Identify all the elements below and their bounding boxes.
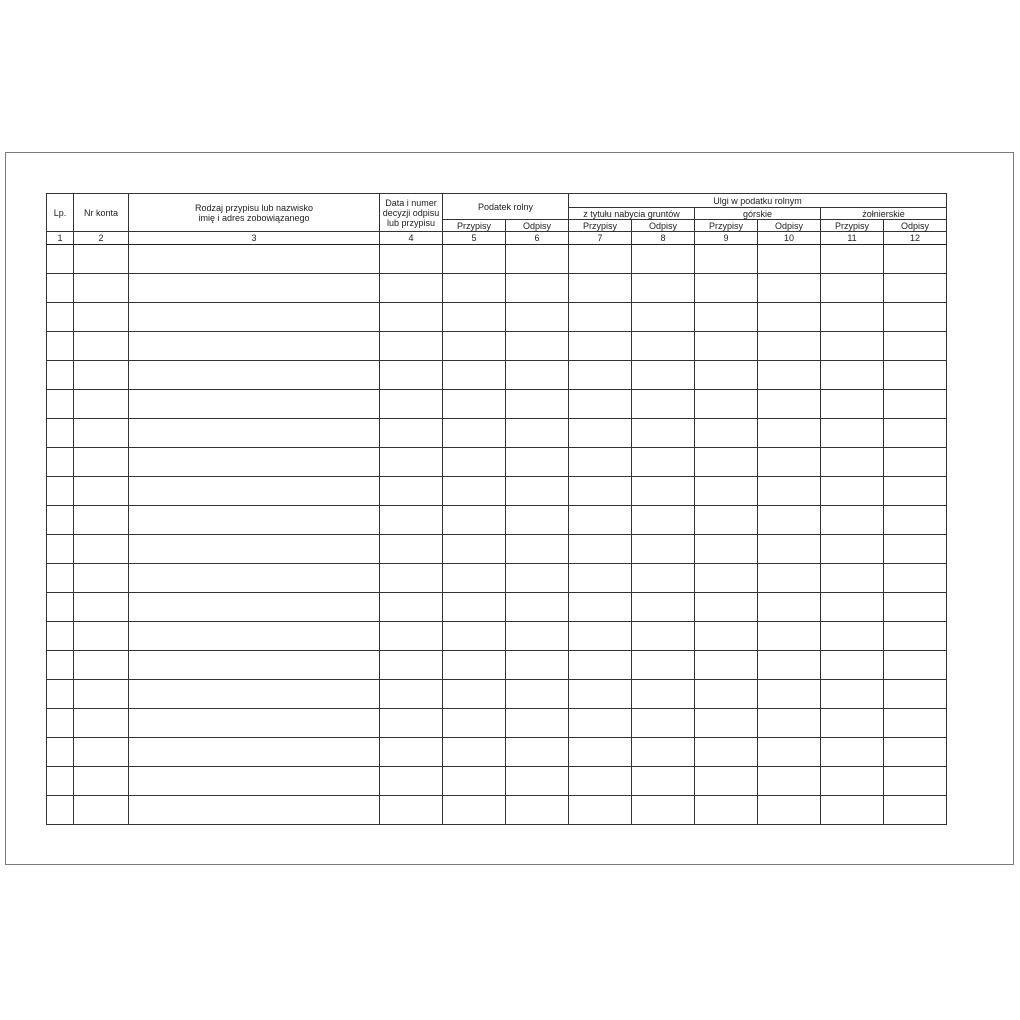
- table-cell[interactable]: [506, 564, 569, 593]
- table-cell[interactable]: [129, 274, 380, 303]
- table-cell[interactable]: [758, 680, 821, 709]
- table-cell[interactable]: [884, 796, 947, 825]
- header-data-decyzji: [380, 194, 443, 232]
- table-cell[interactable]: [506, 448, 569, 477]
- table-row: [47, 651, 947, 680]
- table-cell[interactable]: [884, 332, 947, 361]
- table-cell[interactable]: [695, 767, 758, 796]
- table-cell[interactable]: [884, 448, 947, 477]
- table-cell[interactable]: [758, 361, 821, 390]
- column-number: 2: [74, 232, 129, 245]
- table-cell[interactable]: [380, 245, 443, 274]
- table-cell[interactable]: [569, 274, 632, 303]
- table-cell[interactable]: [569, 564, 632, 593]
- table-cell[interactable]: [443, 651, 506, 680]
- table-cell[interactable]: [129, 245, 380, 274]
- table-row: [47, 245, 947, 274]
- table-cell[interactable]: [506, 680, 569, 709]
- table-cell[interactable]: [506, 245, 569, 274]
- table-cell[interactable]: [884, 419, 947, 448]
- table-cell[interactable]: [74, 245, 129, 274]
- header-odpisy: Odpisy: [632, 220, 695, 232]
- table-cell[interactable]: [129, 361, 380, 390]
- table-cell[interactable]: [758, 767, 821, 796]
- table-cell[interactable]: [569, 709, 632, 738]
- table-cell[interactable]: [47, 535, 74, 564]
- table-cell[interactable]: [632, 419, 695, 448]
- header-nr-konta: Nr konta: [74, 194, 129, 232]
- table-cell[interactable]: [695, 709, 758, 738]
- table-row: [47, 419, 947, 448]
- table-cell[interactable]: [380, 651, 443, 680]
- table-cell[interactable]: [47, 303, 74, 332]
- table-cell[interactable]: [506, 535, 569, 564]
- table-cell[interactable]: [47, 622, 74, 651]
- table-cell[interactable]: [506, 477, 569, 506]
- table-cell[interactable]: [884, 767, 947, 796]
- table-cell[interactable]: [695, 477, 758, 506]
- table-cell[interactable]: [821, 419, 884, 448]
- table-cell[interactable]: [129, 767, 380, 796]
- table-cell[interactable]: [569, 303, 632, 332]
- table-row: [47, 796, 947, 825]
- table-cell[interactable]: [632, 622, 695, 651]
- table-cell[interactable]: [821, 303, 884, 332]
- table-cell[interactable]: [380, 448, 443, 477]
- table-cell[interactable]: [632, 390, 695, 419]
- table-cell[interactable]: [758, 448, 821, 477]
- table-cell[interactable]: [506, 796, 569, 825]
- table-cell[interactable]: [821, 448, 884, 477]
- table-cell[interactable]: [506, 332, 569, 361]
- header-odpisy: Odpisy: [884, 220, 947, 232]
- table-row: [47, 332, 947, 361]
- table-cell[interactable]: [74, 622, 129, 651]
- table-cell[interactable]: [506, 767, 569, 796]
- table-cell[interactable]: [380, 535, 443, 564]
- table-cell[interactable]: [884, 593, 947, 622]
- table-cell[interactable]: [695, 361, 758, 390]
- table-cell[interactable]: [506, 390, 569, 419]
- table-cell[interactable]: [506, 506, 569, 535]
- table-cell[interactable]: [380, 390, 443, 419]
- column-number: 11: [821, 232, 884, 245]
- table-cell[interactable]: [129, 709, 380, 738]
- table-cell[interactable]: [632, 477, 695, 506]
- table-cell[interactable]: [380, 303, 443, 332]
- table-cell[interactable]: [443, 564, 506, 593]
- table-cell[interactable]: [47, 564, 74, 593]
- table-cell[interactable]: [506, 738, 569, 767]
- header-lp: Lp.: [47, 194, 74, 232]
- table-cell[interactable]: [695, 564, 758, 593]
- table-cell[interactable]: [569, 477, 632, 506]
- table-cell[interactable]: [758, 651, 821, 680]
- table-cell[interactable]: [47, 390, 74, 419]
- ledger-table: [46, 193, 947, 825]
- table-cell[interactable]: [569, 796, 632, 825]
- table-row: [47, 361, 947, 390]
- table-cell[interactable]: [74, 419, 129, 448]
- table-cell[interactable]: [632, 651, 695, 680]
- table-cell[interactable]: [129, 796, 380, 825]
- table-cell[interactable]: [506, 361, 569, 390]
- table-cell[interactable]: [443, 738, 506, 767]
- column-number: 3: [129, 232, 380, 245]
- table-cell[interactable]: [129, 448, 380, 477]
- table-cell[interactable]: [821, 767, 884, 796]
- table-cell[interactable]: [632, 303, 695, 332]
- table-cell[interactable]: [632, 593, 695, 622]
- table-cell[interactable]: [380, 274, 443, 303]
- table-cell[interactable]: [380, 738, 443, 767]
- table-cell[interactable]: [758, 477, 821, 506]
- column-number: 8: [632, 232, 695, 245]
- column-number: 1: [47, 232, 74, 245]
- table-row: [47, 506, 947, 535]
- table-cell[interactable]: [443, 622, 506, 651]
- ledger-body: [47, 245, 947, 825]
- table-row: [47, 593, 947, 622]
- column-number-row: [47, 232, 947, 245]
- table-cell[interactable]: [74, 274, 129, 303]
- table-cell[interactable]: [758, 303, 821, 332]
- table-cell[interactable]: [129, 680, 380, 709]
- table-cell[interactable]: [443, 593, 506, 622]
- column-number: 12: [884, 232, 947, 245]
- table-cell[interactable]: [821, 622, 884, 651]
- table-cell[interactable]: [758, 593, 821, 622]
- table-cell[interactable]: [380, 361, 443, 390]
- table-row: [47, 535, 947, 564]
- table-row: [47, 622, 947, 651]
- table-cell[interactable]: [443, 245, 506, 274]
- header-gorskie: górskie: [695, 208, 821, 220]
- table-cell[interactable]: [884, 303, 947, 332]
- column-number: 6: [506, 232, 569, 245]
- table-cell[interactable]: [821, 564, 884, 593]
- table-cell[interactable]: [695, 448, 758, 477]
- table-cell[interactable]: [74, 535, 129, 564]
- table-row: [47, 477, 947, 506]
- table-cell[interactable]: [569, 680, 632, 709]
- header-data-line2: decyzji odpisu: [382, 207, 440, 218]
- table-cell[interactable]: [380, 332, 443, 361]
- table-cell[interactable]: [758, 245, 821, 274]
- header-przypisy: Przypisy: [821, 220, 884, 232]
- table-cell[interactable]: [380, 709, 443, 738]
- table-cell[interactable]: [47, 651, 74, 680]
- table-cell[interactable]: [506, 651, 569, 680]
- table-cell[interactable]: [821, 477, 884, 506]
- table-cell[interactable]: [74, 332, 129, 361]
- table-cell[interactable]: [695, 535, 758, 564]
- table-cell[interactable]: [632, 245, 695, 274]
- table-cell[interactable]: [821, 332, 884, 361]
- table-cell[interactable]: [129, 651, 380, 680]
- table-cell[interactable]: [47, 448, 74, 477]
- table-cell[interactable]: [443, 448, 506, 477]
- table-cell[interactable]: [632, 535, 695, 564]
- table-cell[interactable]: [380, 680, 443, 709]
- table-row: [47, 274, 947, 303]
- table-cell[interactable]: [821, 709, 884, 738]
- table-cell[interactable]: [47, 245, 74, 274]
- header-ulgi: Ulgi w podatku rolnym: [569, 194, 947, 208]
- table-cell[interactable]: [695, 651, 758, 680]
- table-cell[interactable]: [632, 767, 695, 796]
- table-cell[interactable]: [632, 709, 695, 738]
- table-cell[interactable]: [47, 477, 74, 506]
- column-number: 9: [695, 232, 758, 245]
- table-cell[interactable]: [758, 506, 821, 535]
- table-cell[interactable]: [129, 332, 380, 361]
- table-cell[interactable]: [129, 738, 380, 767]
- table-cell[interactable]: [758, 535, 821, 564]
- table-cell[interactable]: [47, 796, 74, 825]
- table-cell[interactable]: [569, 767, 632, 796]
- table-cell[interactable]: [47, 767, 74, 796]
- table-cell[interactable]: [569, 390, 632, 419]
- table-cell[interactable]: [443, 680, 506, 709]
- table-cell[interactable]: [632, 506, 695, 535]
- table-cell[interactable]: [884, 564, 947, 593]
- table-cell[interactable]: [884, 477, 947, 506]
- table-cell[interactable]: [129, 593, 380, 622]
- table-cell[interactable]: [129, 535, 380, 564]
- table-cell[interactable]: [74, 680, 129, 709]
- table-cell[interactable]: [695, 303, 758, 332]
- table-cell[interactable]: [884, 390, 947, 419]
- table-cell[interactable]: [884, 274, 947, 303]
- header-przypisy: Przypisy: [443, 220, 506, 232]
- table-cell[interactable]: [443, 535, 506, 564]
- table-cell[interactable]: [758, 564, 821, 593]
- table-cell[interactable]: [443, 767, 506, 796]
- table-cell[interactable]: [821, 361, 884, 390]
- header-z-tytulu: z tytułu nabycia gruntów: [569, 208, 695, 220]
- column-number: 10: [758, 232, 821, 245]
- table-cell[interactable]: [821, 390, 884, 419]
- table-cell[interactable]: [758, 419, 821, 448]
- table-cell[interactable]: [569, 245, 632, 274]
- table-cell[interactable]: [506, 622, 569, 651]
- table-cell[interactable]: [695, 274, 758, 303]
- table-cell[interactable]: [74, 738, 129, 767]
- table-cell[interactable]: [569, 738, 632, 767]
- table-cell[interactable]: [632, 564, 695, 593]
- header-rodzaj-line1: Rodzaj przypisu lub nazwisko: [194, 202, 314, 213]
- table-cell[interactable]: [506, 419, 569, 448]
- table-cell[interactable]: [695, 419, 758, 448]
- table-row: [47, 767, 947, 796]
- column-number: 5: [443, 232, 506, 245]
- table-cell[interactable]: [884, 709, 947, 738]
- table-cell[interactable]: [506, 709, 569, 738]
- table-cell[interactable]: [129, 622, 380, 651]
- table-cell[interactable]: [74, 477, 129, 506]
- table-cell[interactable]: [74, 564, 129, 593]
- table-cell[interactable]: [695, 245, 758, 274]
- header-rodzaj-line2: imię i adres zobowiązanego: [198, 212, 310, 223]
- table-cell[interactable]: [47, 274, 74, 303]
- table-cell[interactable]: [695, 593, 758, 622]
- table-cell[interactable]: [758, 274, 821, 303]
- header-zolnierskie: żołnierskie: [821, 208, 947, 220]
- table-cell[interactable]: [74, 709, 129, 738]
- table-cell[interactable]: [695, 332, 758, 361]
- table-row: [47, 738, 947, 767]
- table-cell[interactable]: [821, 245, 884, 274]
- table-cell[interactable]: [47, 419, 74, 448]
- table-cell[interactable]: [380, 593, 443, 622]
- table-cell[interactable]: [695, 622, 758, 651]
- table-cell[interactable]: [569, 332, 632, 361]
- table-cell[interactable]: [695, 390, 758, 419]
- table-cell[interactable]: [74, 361, 129, 390]
- table-row: [47, 564, 947, 593]
- table-cell[interactable]: [758, 796, 821, 825]
- table-cell[interactable]: [821, 680, 884, 709]
- table-cell[interactable]: [129, 390, 380, 419]
- table-cell[interactable]: [821, 738, 884, 767]
- table-cell[interactable]: [695, 506, 758, 535]
- header-odpisy: Odpisy: [758, 220, 821, 232]
- table-row: [47, 390, 947, 419]
- table-cell[interactable]: [506, 303, 569, 332]
- table-cell[interactable]: [443, 506, 506, 535]
- table-cell[interactable]: [380, 477, 443, 506]
- table-cell[interactable]: [47, 506, 74, 535]
- table-cell[interactable]: [569, 622, 632, 651]
- header-data-line3: lub przypisu: [386, 217, 436, 228]
- table-cell[interactable]: [129, 419, 380, 448]
- table-cell[interactable]: [569, 651, 632, 680]
- table-cell[interactable]: [821, 274, 884, 303]
- table-cell[interactable]: [129, 477, 380, 506]
- table-cell[interactable]: [821, 651, 884, 680]
- table-cell[interactable]: [632, 680, 695, 709]
- header-odpisy: Odpisy: [506, 220, 569, 232]
- table-cell[interactable]: [129, 506, 380, 535]
- table-cell[interactable]: [47, 709, 74, 738]
- table-cell[interactable]: [443, 361, 506, 390]
- table-cell[interactable]: [443, 796, 506, 825]
- table-cell[interactable]: [884, 680, 947, 709]
- table-cell[interactable]: [884, 535, 947, 564]
- table-cell[interactable]: [758, 709, 821, 738]
- column-number: 4: [380, 232, 443, 245]
- table-row: [47, 303, 947, 332]
- table-cell[interactable]: [884, 622, 947, 651]
- header-podatek-rolny: Podatek rolny: [443, 194, 569, 220]
- table-cell[interactable]: [47, 680, 74, 709]
- table-row: [47, 448, 947, 477]
- table-cell[interactable]: [821, 506, 884, 535]
- table-cell[interactable]: [632, 448, 695, 477]
- table-cell[interactable]: [632, 332, 695, 361]
- table-cell[interactable]: [443, 303, 506, 332]
- table-cell[interactable]: [47, 593, 74, 622]
- table-cell[interactable]: [506, 593, 569, 622]
- table-cell[interactable]: [632, 738, 695, 767]
- table-cell[interactable]: [380, 767, 443, 796]
- table-cell[interactable]: [443, 477, 506, 506]
- table-cell[interactable]: [632, 796, 695, 825]
- table-cell[interactable]: [47, 361, 74, 390]
- table-cell[interactable]: [884, 506, 947, 535]
- table-cell[interactable]: [695, 796, 758, 825]
- table-cell[interactable]: [632, 361, 695, 390]
- header-przypisy: Przypisy: [569, 220, 632, 232]
- column-number: 7: [569, 232, 632, 245]
- table-cell[interactable]: [758, 622, 821, 651]
- table-cell[interactable]: [569, 361, 632, 390]
- table-cell[interactable]: [443, 709, 506, 738]
- table-cell[interactable]: [47, 738, 74, 767]
- table-cell[interactable]: [569, 535, 632, 564]
- header-rodzaj-przypisu: [129, 194, 380, 232]
- table-cell[interactable]: [821, 593, 884, 622]
- header-data-line1: Data i numer: [385, 197, 437, 208]
- table-cell[interactable]: [821, 796, 884, 825]
- table-cell[interactable]: [74, 506, 129, 535]
- table-cell[interactable]: [443, 274, 506, 303]
- table-cell[interactable]: [380, 796, 443, 825]
- table-cell[interactable]: [884, 738, 947, 767]
- table-cell[interactable]: [380, 564, 443, 593]
- table-cell[interactable]: [380, 419, 443, 448]
- table-cell[interactable]: [443, 332, 506, 361]
- table-cell[interactable]: [758, 738, 821, 767]
- table-cell[interactable]: [695, 738, 758, 767]
- table-cell[interactable]: [74, 767, 129, 796]
- table-cell[interactable]: [380, 622, 443, 651]
- table-cell[interactable]: [74, 448, 129, 477]
- table-cell[interactable]: [884, 245, 947, 274]
- header-przypisy: Przypisy: [695, 220, 758, 232]
- table-cell[interactable]: [569, 419, 632, 448]
- table-row: [47, 709, 947, 738]
- table-cell[interactable]: [443, 390, 506, 419]
- table-cell[interactable]: [506, 274, 569, 303]
- table-cell[interactable]: [47, 332, 74, 361]
- table-cell[interactable]: [569, 506, 632, 535]
- table-cell[interactable]: [74, 796, 129, 825]
- table-cell[interactable]: [569, 593, 632, 622]
- table-cell[interactable]: [74, 651, 129, 680]
- table-row: [47, 680, 947, 709]
- form-sheet: [5, 152, 1014, 865]
- table-cell[interactable]: [74, 303, 129, 332]
- table-cell[interactable]: [632, 274, 695, 303]
- table-cell[interactable]: [74, 593, 129, 622]
- table-cell[interactable]: [884, 361, 947, 390]
- table-cell[interactable]: [443, 419, 506, 448]
- table-cell[interactable]: [569, 448, 632, 477]
- table-cell[interactable]: [758, 390, 821, 419]
- table-cell[interactable]: [129, 303, 380, 332]
- table-cell[interactable]: [380, 506, 443, 535]
- table-cell[interactable]: [129, 564, 380, 593]
- table-cell[interactable]: [74, 390, 129, 419]
- table-cell[interactable]: [695, 680, 758, 709]
- table-cell[interactable]: [821, 535, 884, 564]
- table-cell[interactable]: [884, 651, 947, 680]
- table-cell[interactable]: [758, 332, 821, 361]
